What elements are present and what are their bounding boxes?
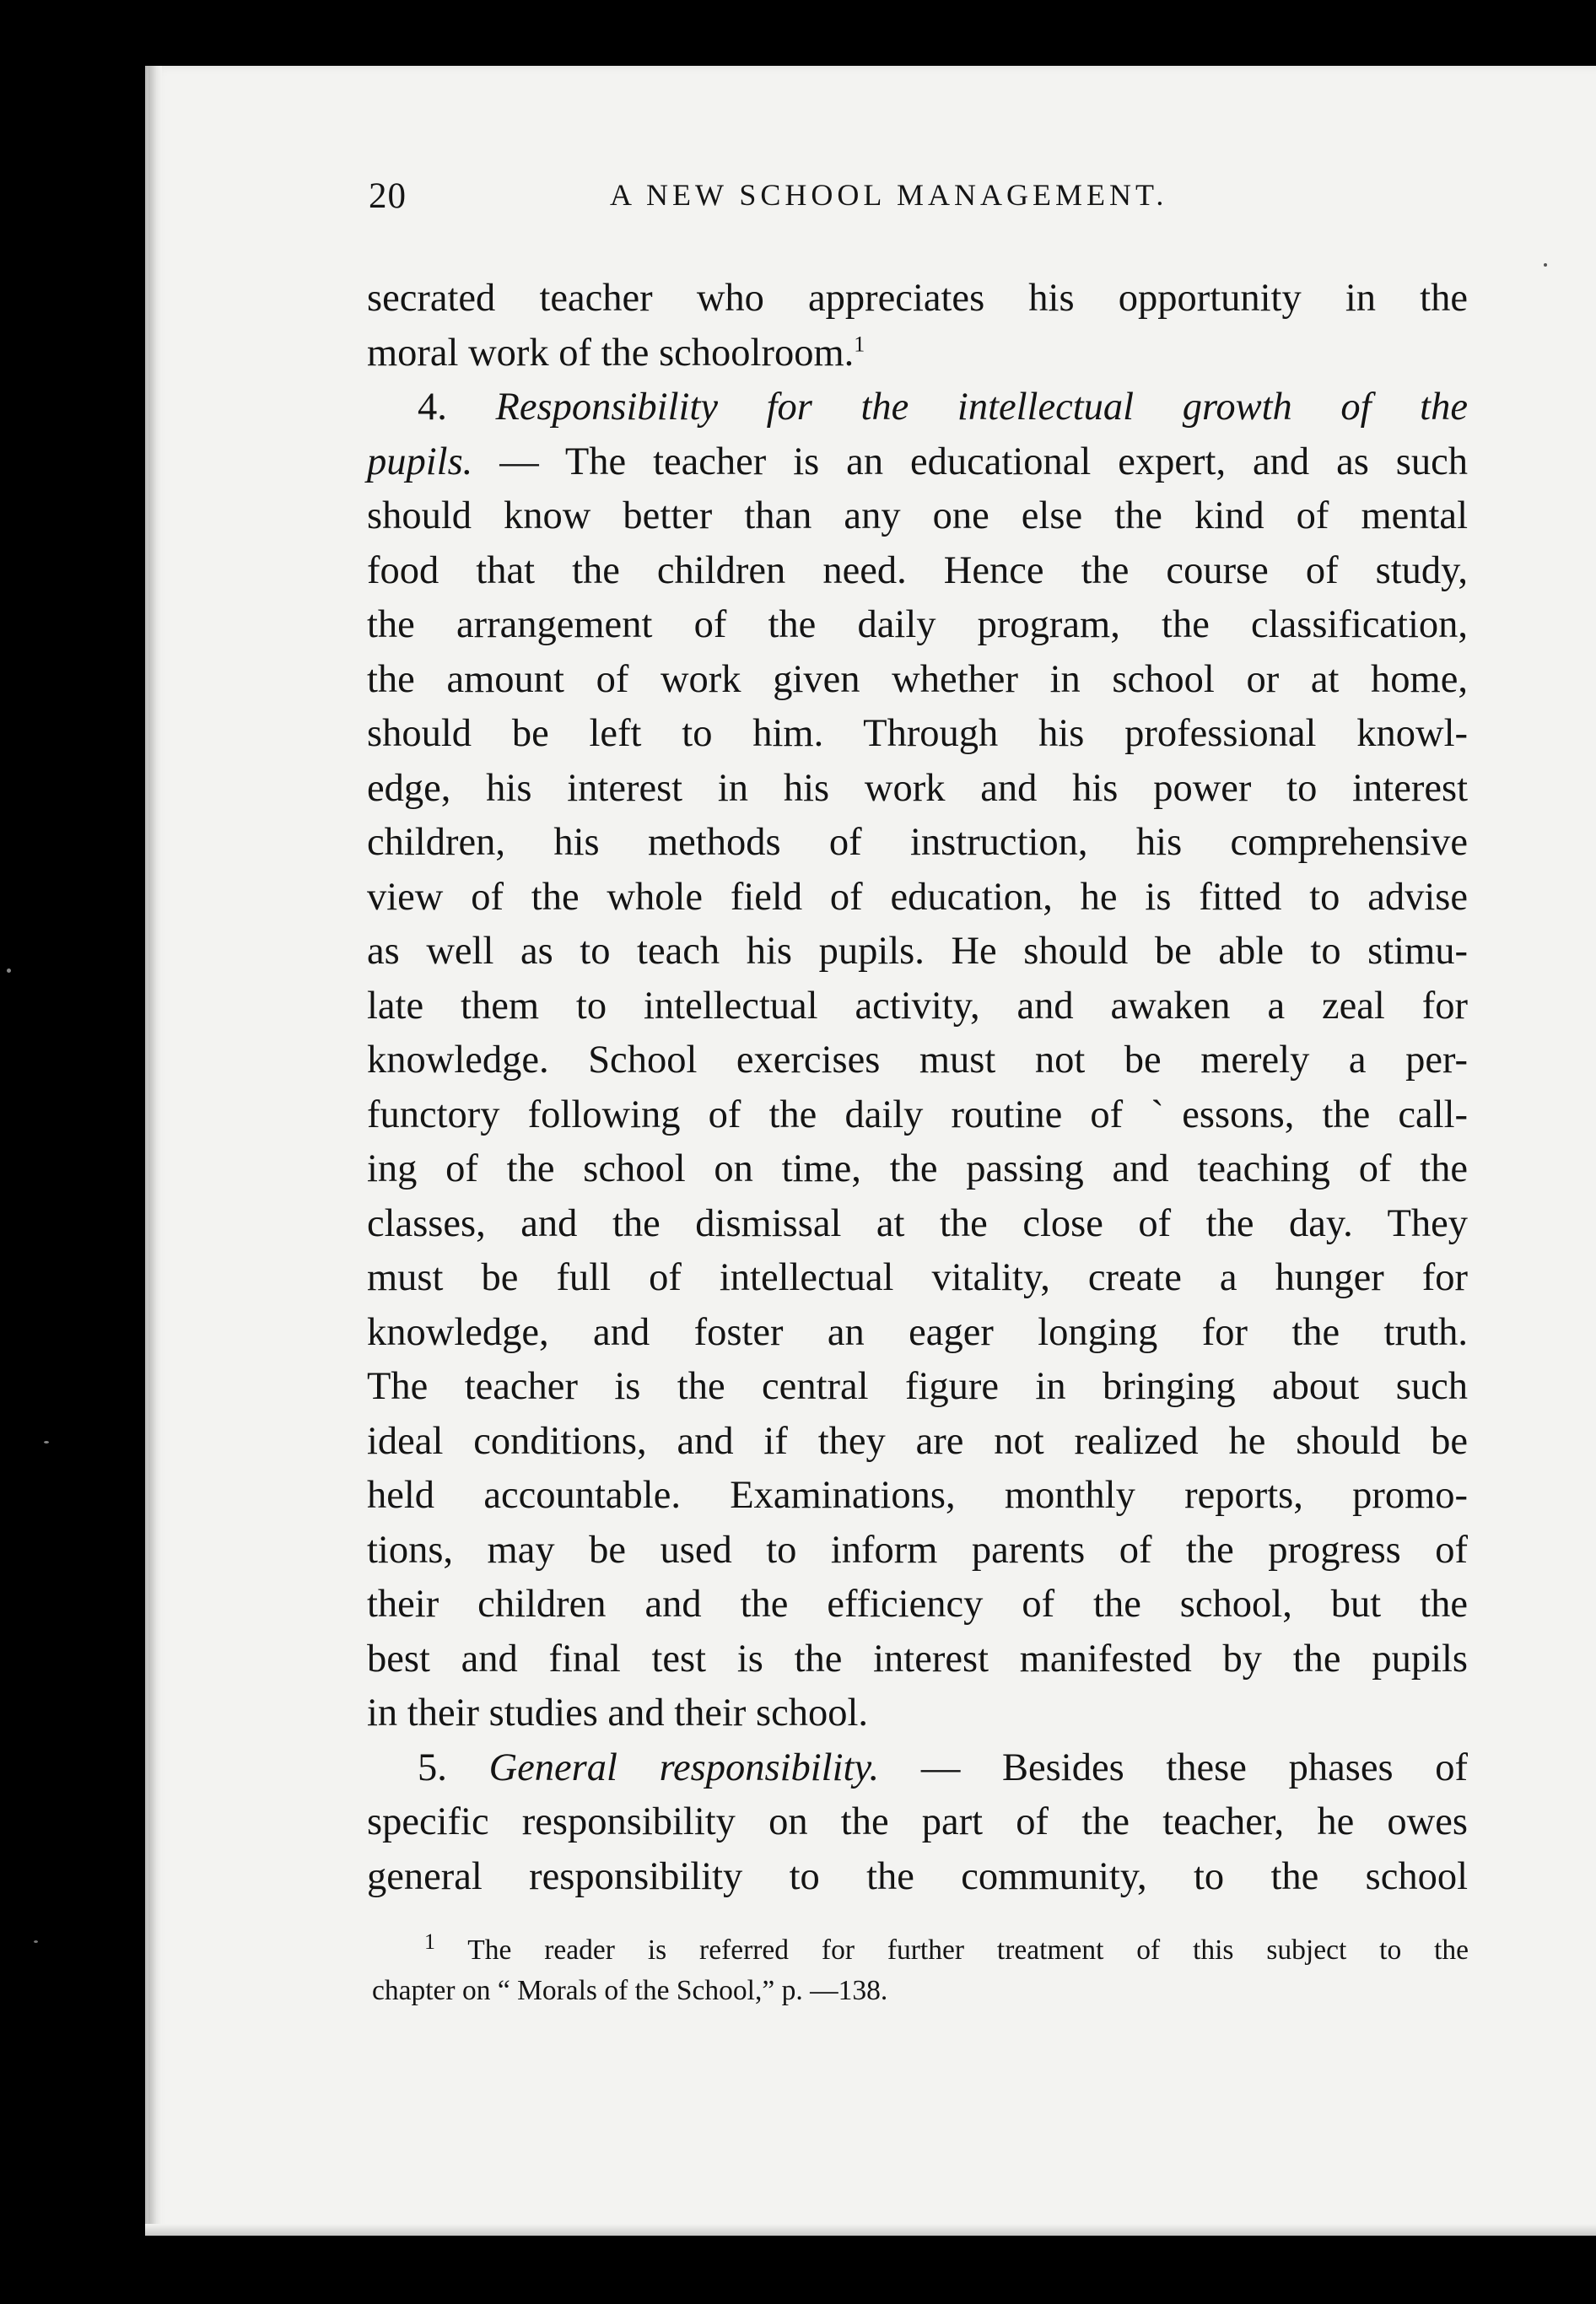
text-line-2 [367,326,1468,381]
scan-speck [1544,263,1547,267]
footnote [372,1930,1469,2011]
footnote-line-1-text: The reader is referred for further treatment of this subject to the [467,1934,1469,1966]
footnote-line-2: chapter on “ Morals of the School,” p. —138. [372,1975,888,2006]
text-line-4: pupils. — The teacher is an educational expert, and as such [367,440,1468,483]
text-line-11: children, his methods of instruction, his comprehensive [367,821,1468,864]
text-line-7: the arrangement of the daily program, the classification, [367,603,1468,646]
text-line-16: functory following of the daily routine of ˋessons, the call- [367,1093,1468,1136]
text-line-20: knowledge, and foster an eager longing for the truth. [367,1310,1468,1354]
scan-speck [34,1940,38,1943]
text-line-1: secrated teacher who appreciates his opportunity in the [367,277,1468,320]
text-line-21: The teacher is the central figure in bringing about such [367,1365,1468,1408]
text-line-10: edge, his interest in his work and his power to interest [367,766,1468,810]
section-4-heading-end: pupils. [367,440,473,483]
text-line-24: tions, may be used to inform parents of the progress of [367,1528,1468,1572]
section-5-heading-line [367,1741,1468,1796]
text-line-23: held accountable. Examinations, monthly reports, promo- [367,1474,1468,1517]
text-line-9: should be left to him. Through his professional knowl- [367,712,1468,755]
footnote-marker: 1 [424,1929,435,1954]
text-line-26: best and final test is the interest manifested by the pupils [367,1637,1468,1681]
text-line-29: specific responsibility on the part of the teacher, he owes [367,1800,1468,1843]
text-line-8: the amount of work given whether in school or at home, [367,657,1468,701]
text-line-30: general responsibility to the community, to the school [367,1854,1468,1898]
text-line-5: should know better than any one else the kind of mental [367,494,1468,537]
text-line-14: late them to intellectual activity, and awaken a zeal for [367,984,1468,1028]
footnote-line-1 [372,1930,1469,1971]
section-5-heading: General responsibility. [488,1746,880,1789]
page-number: 20 [369,176,407,216]
text-line-17: ing of the school on time, the passing and teaching of the [367,1147,1468,1190]
text-line-6: food that the children need. Hence the course of study, [367,548,1468,592]
body-text [367,272,1468,1904]
text-line-2-text: moral work of the schoolroom. [367,331,855,375]
page-header [369,175,1229,235]
footnote-reference: 1 [854,332,865,356]
section-4-heading: Responsibility for the intellectual growth of the [495,386,1468,429]
text-line-12: view of the whole field of education, he is fitted to advise [367,875,1468,919]
text-line-13: as well as to teach his pupils. He should be able to stimu- [367,930,1468,973]
running-title: A NEW SCHOOL MANAGEMENT. [610,178,1168,212]
section-4-number: 4. [418,386,447,429]
text-line-15: knowledge. School exercises must not be merely a per- [367,1039,1468,1082]
text-line-25: their children and the efficiency of the school, but the [367,1583,1468,1626]
page-bottom-edge [145,2224,1596,2236]
scan-speck [44,1441,49,1443]
text-line-18: classes, and the dismissal at the close of the day. They [367,1201,1468,1245]
scan-speck [7,969,11,973]
section-5-heading-rest: — Besides these phases of [879,1746,1469,1789]
section-4-heading-line [367,380,1468,435]
text-line-19: must be full of intellectual vitality, create a hunger for [367,1256,1468,1299]
text-line-27: in their studies and their school. [367,1692,869,1735]
page-binding-edge [148,66,162,2236]
text-line-22: ideal conditions, and if they are not realized he should be [367,1419,1468,1463]
section-5-number: 5. [418,1746,447,1789]
